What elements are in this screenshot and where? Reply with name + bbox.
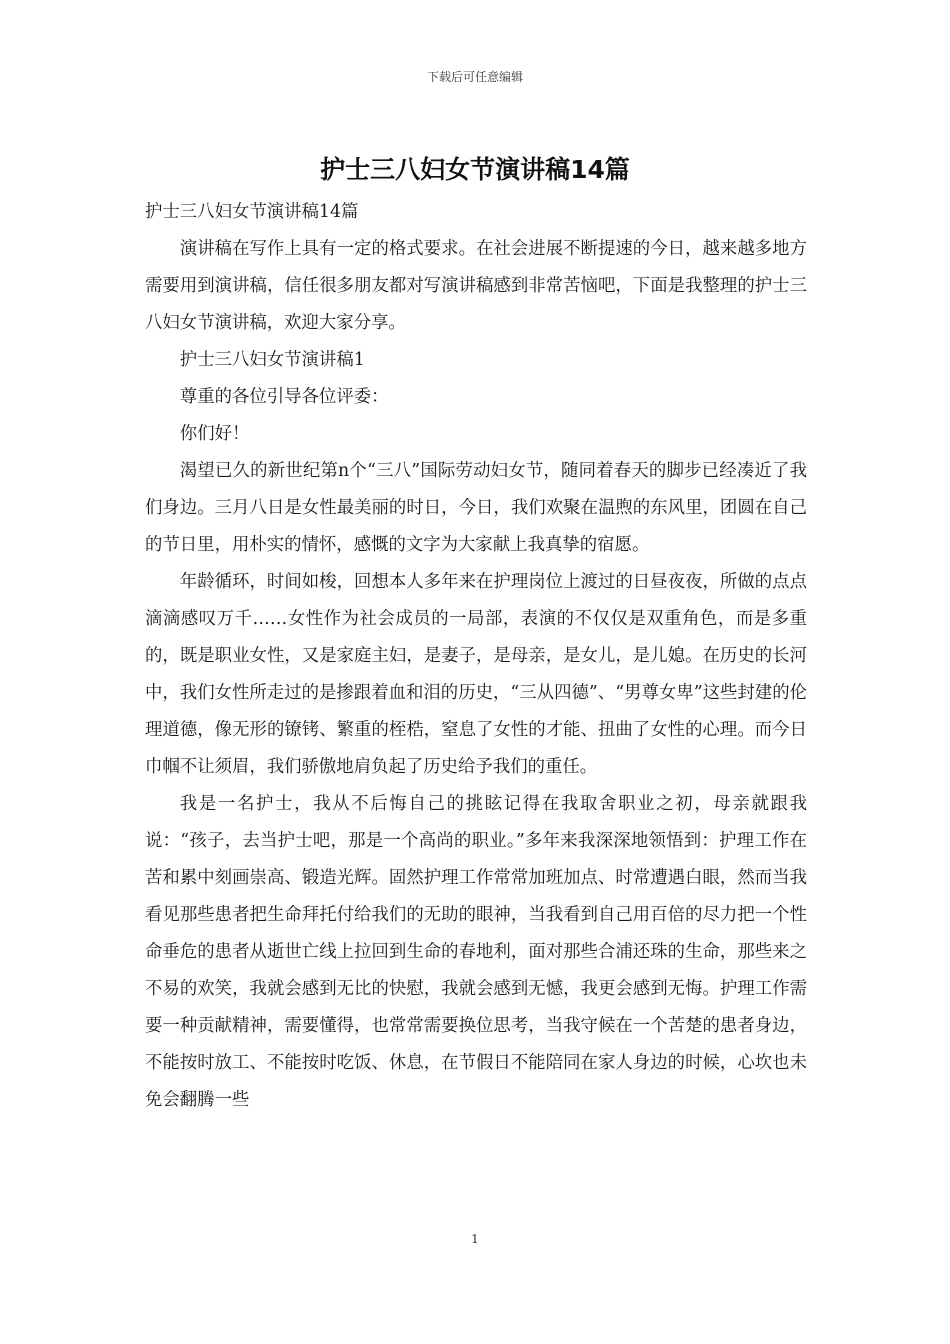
header-note: 下载后可任意编辑: [426, 70, 523, 84]
greeting: 你们好！: [179, 424, 250, 444]
intro-paragraph: 演讲稿在写作上具有一定的格式要求。在社会进展不断提速的今日，越来越多地方需要用到演讲稿，信任很多朋友都对写演讲稿感到非常苦恼吧，下面是我整理的护士三八妇女节演讲稿，欢迎大家分享。: [145, 239, 807, 333]
body-paragraph: 年龄循环，时间如梭，回想本人多年来在护理岗位上渡过的日昼夜夜，所做的点点滴滴感叹万千……女性作为社会成员的一局部，表演的不仅仅是双重角色，而是多重的，既是职业女性，又是家庭主妇，是妻子，是母亲，是女儿，是儿媳。在历史的长河中，我们女性所走过的是掺跟着血和泪的历史，“三从四德”、“男尊女卑”这些封建的伦理道德，像无形的镣铐、繁重的桎梏，窒息了女性的才能、扭曲了女性的心理。而今日巾帼不让须眉，我们骄傲地肩负起了历史给予我们的重任。: [145, 572, 807, 777]
body-paragraph: 渴望已久的新世纪第n个“三八”国际劳动妇女节，随同着春天的脚步已经凑近了我们身边。三月八日是女性最美丽的时日，今日，我们欢聚在温煦的东风里，团圆在自己的节日里，用朴实的情怀，感慨的文字为大家献上我真挚的宿愿。: [145, 461, 807, 555]
body-paragraph: 我是一名护士，我从不后悔自己的挑眩记得在我取舍职业之初，母亲就跟我说：“孩子，去当护士吧，那是一个高尚的职业。”多年来我深深地领悟到：护理工作在苦和累中刻画崇高、锻造光辉。固然护理工作常常加班加点、时常遭遇白眼，然而当我看见那些患者把生命拜托付给我们的无助的眼神，当我看到自己用百倍的尽力把一个性命垂危的患者从逝世亡线上拉回到生命的春地利，面对那些合浦还珠的生命，那些来之不易的欢笑，我就会感到无比的快慰，我就会感到无憾，我更会感到无悔。护理工作需要一种贡献精神，需要懂得，也常常需要换位思考，当我守候在一个苦楚的患者身边，不能按时放工、不能按时吃饭、休息，在节假日不能陪同在家人身边的时候，心坎也未免会翻腾一些: [145, 794, 807, 1110]
section-heading: 护士三八妇女节演讲稿1: [179, 350, 365, 370]
subtitle-line: 护士三八妇女节演讲稿14篇: [145, 202, 359, 222]
page-number: 1: [471, 1232, 479, 1246]
document-title: 护士三八妇女节演讲稿14篇: [320, 155, 630, 184]
salutation: 尊重的各位引导各位评委：: [179, 387, 389, 407]
document-body: [145, 194, 807, 1119]
